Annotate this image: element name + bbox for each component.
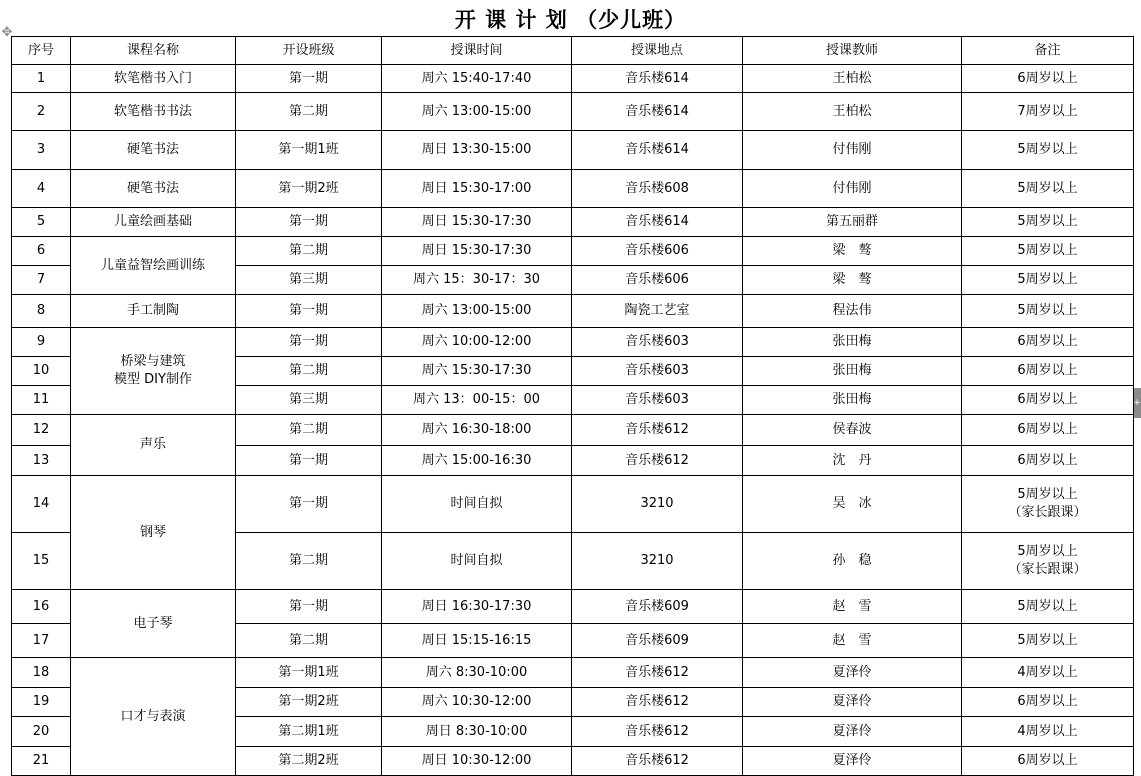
cell-place: 音乐楼612 xyxy=(572,446,743,476)
cell-place: 3210 xyxy=(572,476,743,533)
cell-no: 15 xyxy=(12,533,71,590)
cell-place: 音乐楼608 xyxy=(572,170,743,208)
cell-note: 6周岁以上 xyxy=(962,446,1134,476)
cell-course: 儿童益智绘画训练 xyxy=(71,237,236,295)
table-row xyxy=(12,170,1134,208)
cell-teacher: 吴 冰 xyxy=(743,476,962,533)
cell-no: 3 xyxy=(12,131,71,170)
cell-teacher: 程法伟 xyxy=(743,295,962,328)
cell-no: 5 xyxy=(12,208,71,237)
cell-place: 音乐楼612 xyxy=(572,658,743,688)
cell-teacher: 梁 骜 xyxy=(743,237,962,266)
cell-teacher: 付伟刚 xyxy=(743,170,962,208)
cell-teacher: 张田梅 xyxy=(743,386,962,415)
table-row xyxy=(12,590,1134,624)
cell-teacher: 夏泽伶 xyxy=(743,747,962,776)
cell-time: 周六 13:00-15:00 xyxy=(382,93,572,131)
cell-note: 5周岁以上 （家长跟课） xyxy=(962,476,1134,533)
cell-place: 音乐楼614 xyxy=(572,93,743,131)
cell-no: 2 xyxy=(12,93,71,131)
cell-place: 音乐楼614 xyxy=(572,208,743,237)
cell-time: 周日 15:30-17:00 xyxy=(382,170,572,208)
cell-no: 21 xyxy=(12,747,71,776)
cell-note: 6周岁以上 xyxy=(962,415,1134,446)
cell-class: 第三期 xyxy=(236,266,382,295)
cell-course: 口才与表演 xyxy=(71,658,236,776)
page-title: 开 课 计 划 （少儿班） xyxy=(454,7,687,32)
cell-class: 第一期 xyxy=(236,446,382,476)
cell-class: 第二期1班 xyxy=(236,717,382,747)
cell-no: 9 xyxy=(12,328,71,357)
cell-course: 硬笔书法 xyxy=(71,170,236,208)
cell-no: 4 xyxy=(12,170,71,208)
cell-class: 第二期 xyxy=(236,93,382,131)
cell-place: 音乐楼612 xyxy=(572,688,743,717)
cell-place: 音乐楼603 xyxy=(572,328,743,357)
cell-no: 17 xyxy=(12,624,71,658)
cell-place: 音乐楼603 xyxy=(572,357,743,386)
cell-teacher: 孙 稳 xyxy=(743,533,962,590)
cell-no: 8 xyxy=(12,295,71,328)
cell-no: 10 xyxy=(12,357,71,386)
cell-class: 第一期1班 xyxy=(236,131,382,170)
cell-no: 18 xyxy=(12,658,71,688)
cell-class: 第一期 xyxy=(236,590,382,624)
header-cell-no: 序号 xyxy=(12,37,71,65)
cell-note: 6周岁以上 xyxy=(962,747,1134,776)
cell-place: 音乐楼606 xyxy=(572,266,743,295)
cell-time: 周日 10:30-12:00 xyxy=(382,747,572,776)
cell-class: 第一期 xyxy=(236,208,382,237)
cell-teacher: 夏泽伶 xyxy=(743,688,962,717)
cell-class: 第一期 xyxy=(236,476,382,533)
cell-class: 第一期1班 xyxy=(236,658,382,688)
cell-time: 时间自拟 xyxy=(382,533,572,590)
table-row xyxy=(12,415,1134,446)
header-cell-note: 备注 xyxy=(962,37,1134,65)
cell-course: 声乐 xyxy=(71,415,236,476)
header-cell-teacher: 授课教师 xyxy=(743,37,962,65)
cell-no: 16 xyxy=(12,590,71,624)
cell-no: 12 xyxy=(12,415,71,446)
cell-note: 5周岁以上 xyxy=(962,131,1134,170)
table-row xyxy=(12,328,1134,357)
cell-note: 5周岁以上 xyxy=(962,590,1134,624)
table-row xyxy=(12,658,1134,688)
cell-note: 5周岁以上 xyxy=(962,208,1134,237)
cell-time: 时间自拟 xyxy=(382,476,572,533)
cell-note: 4周岁以上 xyxy=(962,717,1134,747)
cell-note: 5周岁以上 xyxy=(962,237,1134,266)
cell-class: 第一期 xyxy=(236,295,382,328)
cell-note: 6周岁以上 xyxy=(962,688,1134,717)
cell-no: 13 xyxy=(12,446,71,476)
cell-place: 音乐楼614 xyxy=(572,65,743,93)
cell-time: 周六 15:40-17:40 xyxy=(382,65,572,93)
cell-time: 周六 13：00-15：00 xyxy=(382,386,572,415)
table-row xyxy=(12,93,1134,131)
cell-no: 1 xyxy=(12,65,71,93)
cell-time: 周日 15:30-17:30 xyxy=(382,208,572,237)
cell-class: 第二期 xyxy=(236,415,382,446)
table-header-row xyxy=(12,37,1134,65)
cell-note: 6周岁以上 xyxy=(962,328,1134,357)
table-row xyxy=(12,208,1134,237)
cell-time: 周六 10:00-12:00 xyxy=(382,328,572,357)
cell-teacher: 张田梅 xyxy=(743,357,962,386)
cell-note: 6周岁以上 xyxy=(962,386,1134,415)
cell-class: 第二期 xyxy=(236,237,382,266)
table-body xyxy=(12,65,1134,776)
cell-no: 6 xyxy=(12,237,71,266)
cell-time: 周日 8:30-10:00 xyxy=(382,717,572,747)
cell-time: 周六 13:00-15:00 xyxy=(382,295,572,328)
cell-teacher: 梁 骜 xyxy=(743,266,962,295)
cell-place: 音乐楼609 xyxy=(572,624,743,658)
table-row xyxy=(12,237,1134,266)
cell-class: 第二期 xyxy=(236,357,382,386)
header-cell-time: 授课时间 xyxy=(382,37,572,65)
cell-teacher: 沈 丹 xyxy=(743,446,962,476)
header-cell-course: 课程名称 xyxy=(71,37,236,65)
course-plan-table xyxy=(11,36,1134,776)
cell-class: 第一期 xyxy=(236,65,382,93)
cell-course: 软笔楷书入门 xyxy=(71,65,236,93)
cell-teacher: 第五丽群 xyxy=(743,208,962,237)
table-row xyxy=(12,65,1134,93)
cell-time: 周日 16:30-17:30 xyxy=(382,590,572,624)
cell-time: 周日 15:30-17:30 xyxy=(382,237,572,266)
cell-class: 第三期 xyxy=(236,386,382,415)
cell-note: 7周岁以上 xyxy=(962,93,1134,131)
cell-teacher: 赵 雪 xyxy=(743,624,962,658)
cell-note: 5周岁以上 xyxy=(962,624,1134,658)
cell-place: 音乐楼606 xyxy=(572,237,743,266)
cell-class: 第二期2班 xyxy=(236,747,382,776)
table-row xyxy=(12,131,1134,170)
cell-class: 第二期 xyxy=(236,624,382,658)
side-expand-handle-icon[interactable]: + xyxy=(1133,388,1141,418)
cell-time: 周六 15:00-16:30 xyxy=(382,446,572,476)
table-move-handle-icon[interactable]: ✥ xyxy=(1,25,13,40)
cell-time: 周六 15:30-17:30 xyxy=(382,357,572,386)
cell-place: 音乐楼614 xyxy=(572,131,743,170)
cell-teacher: 赵 雪 xyxy=(743,590,962,624)
cell-teacher: 夏泽伶 xyxy=(743,658,962,688)
cell-teacher: 张田梅 xyxy=(743,328,962,357)
cell-note: 4周岁以上 xyxy=(962,658,1134,688)
cell-note: 5周岁以上 xyxy=(962,266,1134,295)
cell-time: 周日 15:15-16:15 xyxy=(382,624,572,658)
cell-place: 3210 xyxy=(572,533,743,590)
cell-course: 儿童绘画基础 xyxy=(71,208,236,237)
cell-note: 6周岁以上 xyxy=(962,65,1134,93)
cell-note: 5周岁以上 （家长跟课） xyxy=(962,533,1134,590)
cell-course: 手工制陶 xyxy=(71,295,236,328)
cell-note: 5周岁以上 xyxy=(962,170,1134,208)
table-row xyxy=(12,476,1134,533)
cell-course: 桥梁与建筑 模型 DIY制作 xyxy=(71,328,236,415)
cell-class: 第一期2班 xyxy=(236,688,382,717)
cell-teacher: 侯春波 xyxy=(743,415,962,446)
cell-no: 19 xyxy=(12,688,71,717)
cell-no: 14 xyxy=(12,476,71,533)
table-row xyxy=(12,295,1134,328)
cell-note: 6周岁以上 xyxy=(962,357,1134,386)
cell-place: 音乐楼609 xyxy=(572,590,743,624)
header-cell-class: 开设班级 xyxy=(236,37,382,65)
header-cell-place: 授课地点 xyxy=(572,37,743,65)
cell-note: 5周岁以上 xyxy=(962,295,1134,328)
cell-no: 11 xyxy=(12,386,71,415)
cell-no: 20 xyxy=(12,717,71,747)
cell-teacher: 王柏松 xyxy=(743,65,962,93)
cell-time: 周六 8:30-10:00 xyxy=(382,658,572,688)
cell-teacher: 王柏松 xyxy=(743,93,962,131)
cell-course: 钢琴 xyxy=(71,476,236,590)
cell-time: 周六 15：30-17：30 xyxy=(382,266,572,295)
cell-no: 7 xyxy=(12,266,71,295)
cell-time: 周六 10:30-12:00 xyxy=(382,688,572,717)
cell-place: 陶瓷工艺室 xyxy=(572,295,743,328)
cell-place: 音乐楼612 xyxy=(572,717,743,747)
cell-class: 第一期 xyxy=(236,328,382,357)
cell-time: 周日 13:30-15:00 xyxy=(382,131,572,170)
cell-place: 音乐楼612 xyxy=(572,747,743,776)
cell-course: 硬笔书法 xyxy=(71,131,236,170)
cell-teacher: 夏泽伶 xyxy=(743,717,962,747)
cell-place: 音乐楼603 xyxy=(572,386,743,415)
cell-place: 音乐楼612 xyxy=(572,415,743,446)
cell-course: 软笔楷书书法 xyxy=(71,93,236,131)
cell-time: 周六 16:30-18:00 xyxy=(382,415,572,446)
cell-teacher: 付伟刚 xyxy=(743,131,962,170)
cell-class: 第一期2班 xyxy=(236,170,382,208)
cell-course: 电子琴 xyxy=(71,590,236,658)
cell-class: 第二期 xyxy=(236,533,382,590)
